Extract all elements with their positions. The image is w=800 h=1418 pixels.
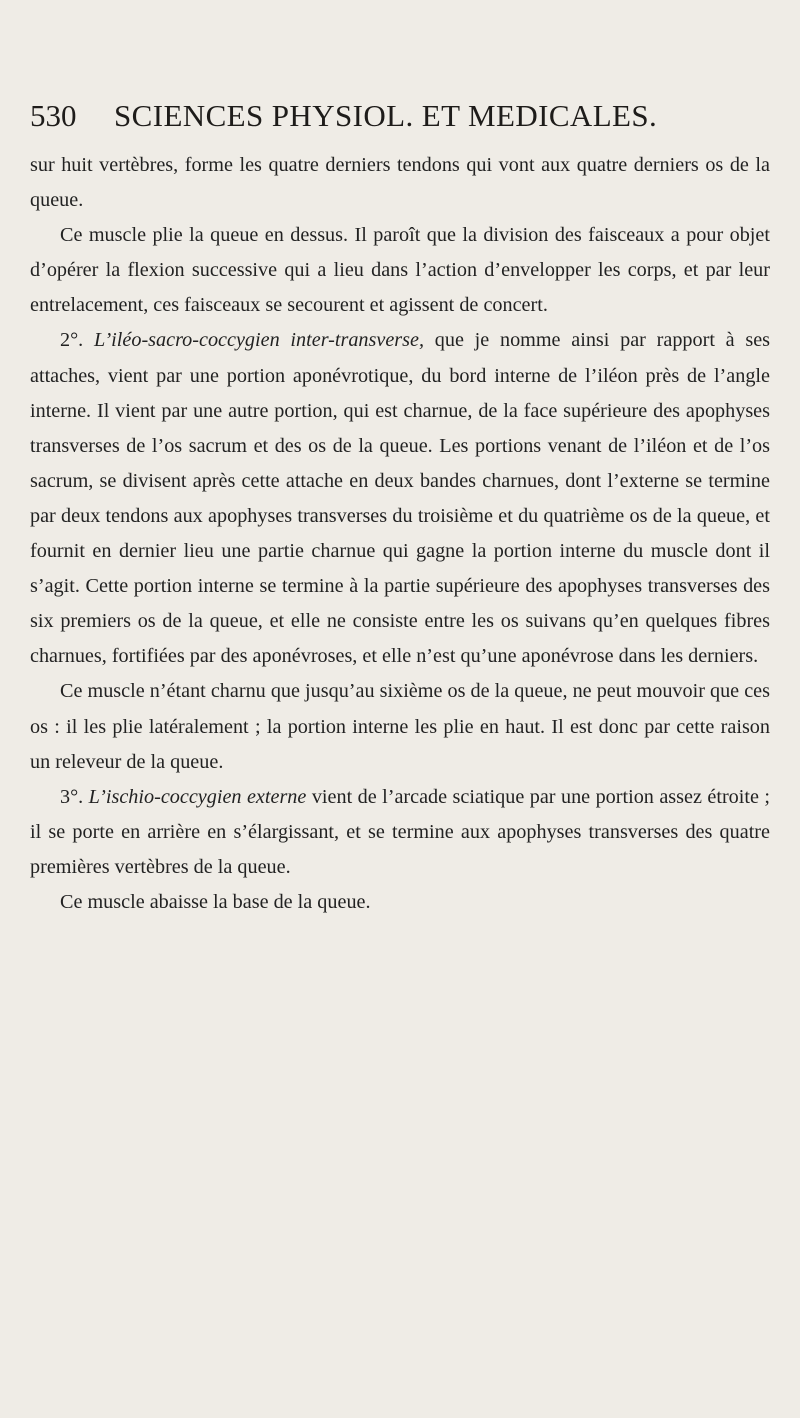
- page-header: [30, 98, 770, 142]
- paragraph-4: [30, 674, 770, 779]
- paragraph-5-text: vient de l’arcade sciatique par une portion assez étroite ; il se porte en arrière en s’élargissant, et se termine aux apophyses transverses des quatre premières vertèbres de la queue.: [30, 785, 770, 878]
- running-title: SCIENCES PHYSIOL. ET MEDICALES.: [114, 98, 658, 133]
- body-text: [30, 148, 770, 920]
- muscle-name-ileo-sacro-coccygien: L’iléo-sacro-coccygien inter-transverse,: [93, 329, 425, 352]
- paragraph-6-text: Ce muscle abaisse la base de la queue.: [60, 890, 371, 913]
- paragraph-5: [30, 780, 770, 885]
- paragraph-1: [30, 148, 770, 218]
- paragraph-4-text: Ce muscle n’étant charnu que jusqu’au sixième os de la queue, ne peut mouvoir que ces os : il les plie latéralement ; la portion interne les plie en haut. Il est donc par cette raison un releveur de la queue.: [30, 680, 770, 773]
- paragraph-6: [30, 885, 770, 920]
- paragraph-3: [30, 323, 770, 674]
- muscle-name-ischio-coccygien: L’ischio-coccygien externe: [88, 785, 307, 808]
- paragraph-1-text: sur huit vertèbres, forme les quatre derniers tendons qui vont aux quatre derniers os de la queue.: [30, 154, 770, 212]
- section-number-2: 2°.: [60, 329, 84, 352]
- paragraph-3-text: que je nomme ainsi par rapport à ses attaches, vient par une portion aponévrotique, du bord interne de l’iléon près de l’angle interne. Il vient par une autre portion, qui est charnue, de la face supérieure des apophyses transverses de l’os sacrum et des os de la queue. Les portions venant de l’iléon et de l’os sacrum, se divisent après cette attache en deux bandes charnues, dont l’externe se termine par deux tendons aux apophyses transverses du troisième et du quatrième os de la queue, et fournit en dernier lieu une partie charnue qui gagne la portion interne du muscle dont il s’agit. Cette portion interne se termine à la partie supérieure des apophyses transverses des six premiers os de la queue, et elle ne consiste entre les os suivans qu’en quelques fibres charnues, fortifiées par des aponévroses, et elle n’est qu’une aponévrose dans les derniers.: [30, 329, 771, 668]
- page-number: 530: [30, 98, 77, 133]
- section-number-3: 3°.: [60, 785, 84, 808]
- paragraph-2: [30, 218, 770, 323]
- paragraph-2-text: Ce muscle plie la queue en dessus. Il paroît que la division des faisceaux a pour objet d’opérer la flexion successive qui a lieu dans l’action d’envelopper les corps, et par leur entrelacement, ces faisceaux se secourent et agissent de concert.: [30, 224, 770, 317]
